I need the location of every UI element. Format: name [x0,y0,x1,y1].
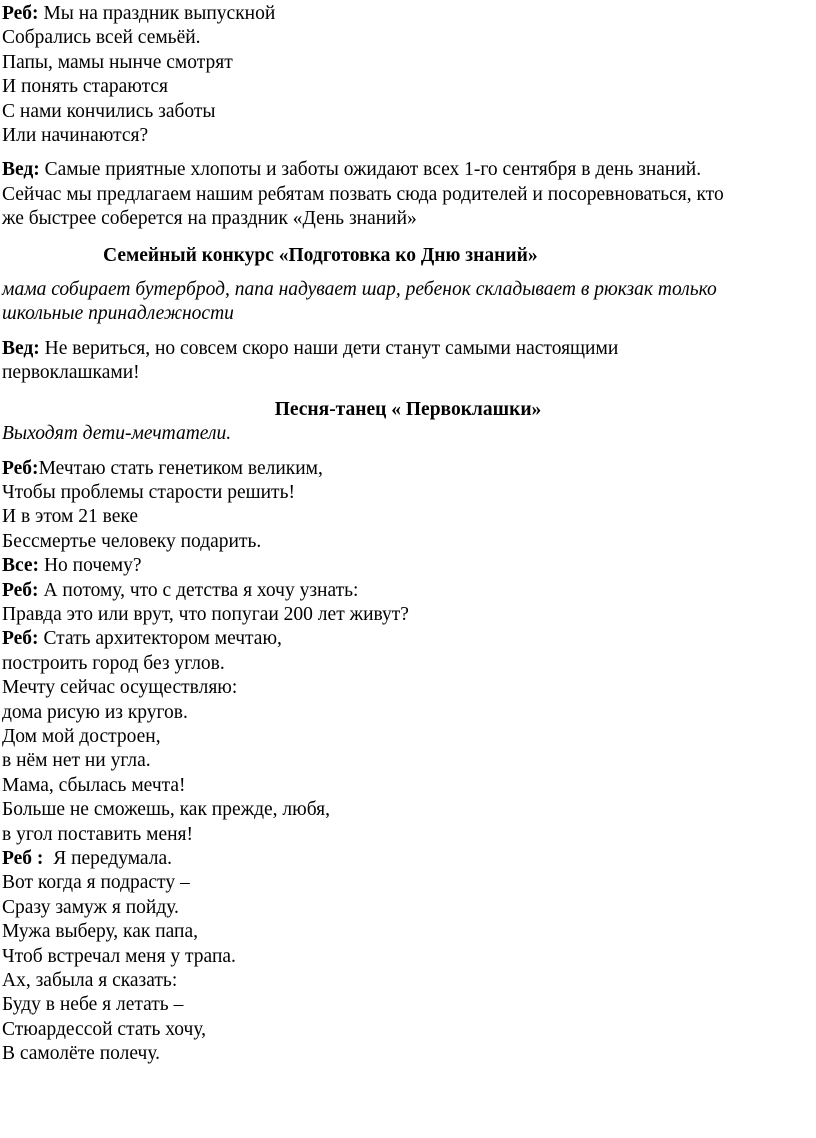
text-line: первоклашками! [2,362,140,384]
text-line: Вот когда я подрасту – [2,872,190,894]
text-line: в угол поставить меня! [2,823,194,845]
text-line [2,2,814,26]
text-line: Буду в небе я летать – [2,994,184,1016]
text-line [2,627,814,651]
text-line: построить город без углов. [2,652,225,674]
text-line: И в этом 21 веке [2,506,139,528]
text-line: Чтобы проблемы старости решить! [2,481,295,503]
section-title-song: Песня-танец « Первоклашки» [274,398,542,420]
text-line: Бессмертье человеку подарить. [2,530,262,552]
text-line: дома рисую из кругов. [2,701,188,723]
text-line: школьные принадлежности [2,303,234,325]
text-line: Выходят дети-мечтатели. [2,423,232,445]
text-line: Мечту сейчас осуществляю: [2,677,238,699]
text-line: В самолёте полечу. [2,1043,161,1065]
poem-block [2,457,814,1067]
text-line [2,337,814,361]
text-line: Сразу замуж я пойду. [2,896,179,918]
line-text: Мечтаю стать генетиком великим, [38,457,323,479]
text-line [2,457,814,481]
speaker-label: Все: [2,555,40,577]
text-line: И понять стараются [2,76,169,98]
text-line: Мама, сбылась мечта! [2,774,186,796]
text-line: Папы, мамы нынче смотрят [2,51,233,73]
text-line: Чтоб встречал меня у трапа. [2,945,236,967]
line-text: Мы на праздник выпускной [38,3,276,24]
text-line: Ах, забыла я сказать: [2,970,178,992]
text-line: же быстрее соберется на праздник «День знаний» [2,208,417,230]
spacer [0,386,816,398]
text-line: Больше не сможешь, как прежде, любя, [2,799,331,821]
line-text: Стать архитектором мечтаю, [38,628,282,650]
speaker-label: Вед: [2,159,40,181]
text-line: в нём нет ни угла. [2,750,151,772]
speaker-label: Реб : [2,848,44,869]
line-text: А потому, что с детства я хочу узнать: [38,579,359,601]
stage-direction-children [2,422,814,446]
section-title-contest: Семейный конкурс «Подготовка ко Дню знаний» [103,244,538,266]
line-text: Я передумала. [43,848,173,869]
speaker-label: Реб: [2,457,39,479]
text-line: мама собирает бутерброд, папа надувает шар, ребенок складывает в рюкзак только [2,279,717,301]
paragraph-ved-intro [2,158,814,231]
text-line: Правда это или врут, что попугаи 200 лет живут? [2,603,409,625]
line-text: Не вериться, но совсем скоро наши дети станут самыми настоящими [39,337,619,359]
text-line: Дом мой достроен, [2,725,161,747]
speaker-label: Реб: [2,3,39,24]
paragraph-reb-intro [2,2,814,148]
line-text: Но почему? [39,555,142,577]
text-line: Мужа выберу, как папа, [2,921,198,943]
text-line: Сейчас мы предлагаем нашим ребятам позвать сюда родителей и посоревноваться, кто [2,183,724,205]
text-line [2,158,814,182]
text-line: Или начинаются? [2,125,149,147]
spacer [0,268,816,278]
text-line [2,554,814,578]
speaker-label: Вед: [2,337,40,359]
text-line [2,579,814,603]
paragraph-ved-second [2,337,814,386]
text-line: Стюардессой стать хочу, [2,1018,207,1040]
speaker-label: Реб: [2,628,39,650]
spacer [0,148,816,158]
spacer [0,327,816,337]
stage-direction-contest [2,278,814,327]
spacer [0,232,816,244]
text-line: Собрались всей семьёй. [2,27,201,49]
text-line [2,847,814,871]
speaker-label: Реб: [2,579,39,601]
line-text: Самые приятные хлопоты и заботы ожидают всех 1-го сентября в день знаний. [39,159,702,181]
spacer [0,447,816,457]
text-line: С нами кончились заботы [2,100,216,122]
